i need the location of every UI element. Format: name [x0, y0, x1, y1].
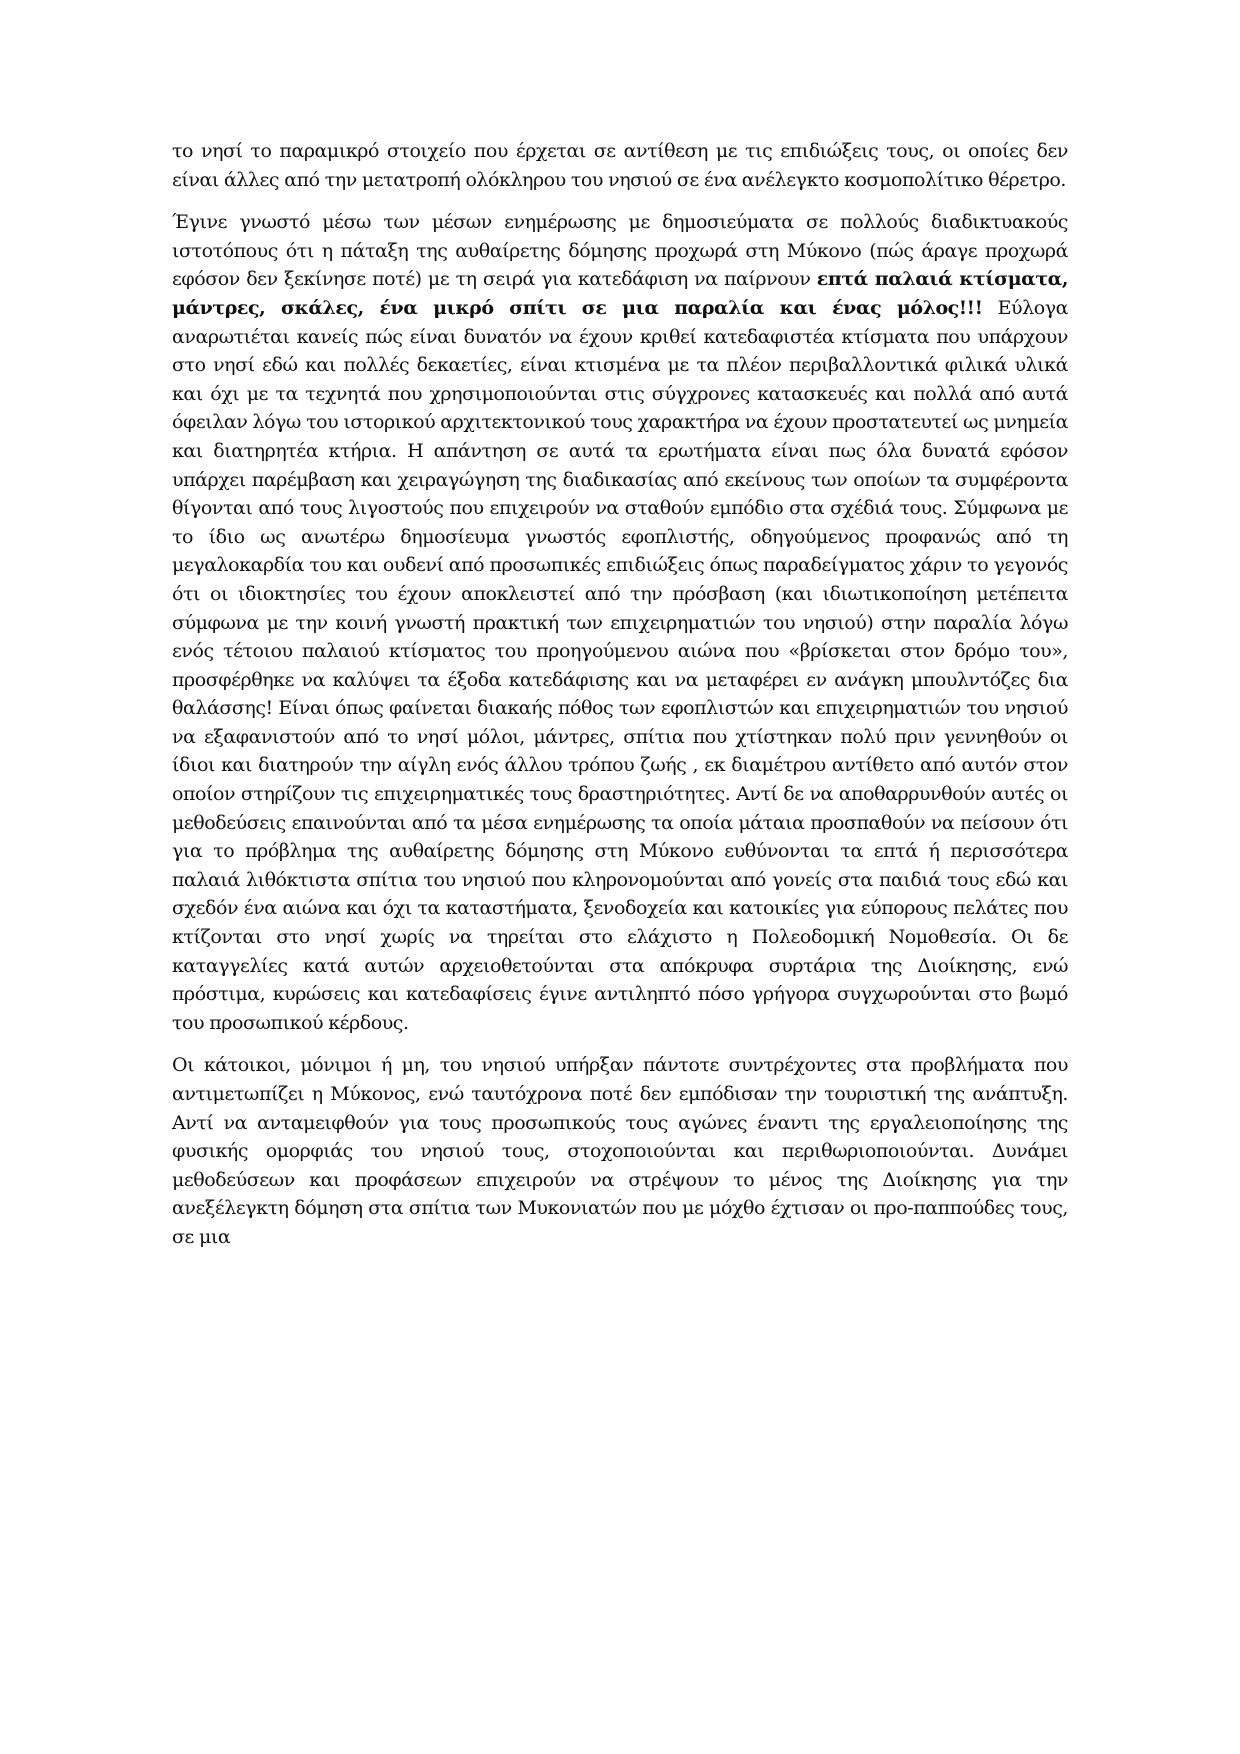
document-page	[172, 137, 1068, 1266]
paragraph-1: το νησί το παραμικρό στοιχείο που έρχεται σε αντίθεση με τις επιδιώξεις τους, οι οποίες δεν είναι άλλες από την μετατροπή ολόκληρου του νησιού σε ένα ανέλεγκτο κοσμοπολίτικο θέρετρο.	[172, 140, 1068, 191]
paragraph-2-text-start: Έγινε γνωστό μέσω των μέσων ενημέρωσης με δημοσιεύματα σε πολλούς διαδικτυακούς ιστοτόπους ότι η πάταξη της αυθαίρετης δόμησης προχωρά στη Μύκονο (πώς άραγε προχωρά εφόσον δεν ξεκίνησε ποτέ) με τη σειρά για κατεδάφιση να παίρνουν	[172, 211, 1068, 291]
paragraph-2	[172, 208, 1068, 1037]
paragraph-2-text-end: Εύλογα αναρωτιέται κανείς πώς είναι δυνατόν να έχουν κριθεί κατεδαφιστέα κτίσματα που υπάρχουν στο νησί εδώ και πολλές δεκαετίες, είναι κτισμένα με τα πλέον περιβαλλοντικά φιλικά υλικά και όχι με τα τεχνητά που χρησιμοποιούνται στις σύγχρονες κατασκευές και πολλά από αυτά όφειλαν λόγω του ιστορικού αρχιτεκτονικού τους χαρακτήρα να έχουν προστατευτεί ως μνημεία και διατηρητέα κτήρια. Η απάντηση σε αυτά τα ερωτήματα είναι πως όλα δυνατά εφόσον υπάρχει παρέμβαση και χειραγώγηση της διαδικασίας από εκείνους των οποίων τα συμφέροντα θίγονται από τους λιγοστούς που επιχειρούν να σταθούν εμπόδιο στα σχέδιά τους. Σύμφωνα με το ίδιο ως ανωτέρω δημοσίευμα γνωστός εφοπλιστής, οδηγούμενος προφανώς από τη μεγαλοκαρδία του και ουδενί από προσωπικές επιδιώξεις όπως παραδείγματος χάριν το γεγονός ότι οι ιδιοκτησίες του έχουν αποκλειστεί από την πρόσβαση (και ιδιωτικοποίηση μετέπειτα σύμφωνα με την κοινή γνωστή πρακτική των επιχειρηματιών του νησιού) στην παραλία λόγω ενός τέτοιου παλαιού κτίσματος του προηγούμενου αιώνα που «βρίσκεται στον δρόμο του», προσφέρθηκε να καλύψει τα έξοδα κατεδάφισης και να μεταφέρει εν ανάγκη μπουλντόζες δια θαλάσσης! Είναι όπως φαίνεται διακαής πόθος των εφοπλιστών και επιχειρηματιών του νησιού να εξαφανιστούν από το νησί μόλοι, μάντρες, σπίτια που χτίστηκαν πολύ πριν γεννηθούν οι ίδιοι και διατηρούν την αίγλη ενός άλλου τρόπου ζωής , εκ διαμέτρου αντίθετο από αυτόν στον οποίον στηρίζουν τις επιχειρηματικές τους δραστηριότητες. Αντί δε να αποθαρρυνθούν αυτές οι μεθοδεύσεις επαινούνται από τα μέσα ενημέρωσης τα οποία μάταια προσπαθούν να πείσουν ότι για το πρόβλημα της αυθαίρετης δόμησης στη Μύκονο ευθύνονται τα επτά ή περισσότερα παλαιά λιθόκτιστα σπίτια του νησιού που κληρονομούνται από γονείς στα παιδιά τους εδώ και σχεδόν ένα αιώνα και όχι τα καταστήματα, ξενοδοχεία και κατοικίες για εύπορους πελάτες που κτίζονται στο νησί χωρίς να τηρείται στο ελάχιστο η Πολεοδομική Νομοθεσία. Οι δε καταγγελίες κατά αυτών αρχειοθετούνται στα απόκρυφα συρτάρια της Διοίκησης, ενώ πρόστιμα, κυρώσεις και κατεδαφίσεις έγινε αντιληπτό πόσο γρήγορα συγχωρούνται στο βωμό του προσωπικού κέρδους.	[172, 296, 1068, 1034]
paragraph-2-bold-emphasis: επτά παλαιά κτίσματα, μάντρες, σκάλες, ένα μικρό σπίτι σε μια παραλία και ένας μόλος!!!	[172, 268, 1068, 319]
paragraph-3: Οι κάτοικοι, μόνιμοι ή μη, του νησιού υπήρξαν πάντοτε συντρέχοντες στα προβλήματα που αντιμετωπίζει η Μύκονος, ενώ ταυτόχρονα ποτέ δεν εμπόδισαν την τουριστική της ανάπτυξη. Αντί να ανταμειφθούν για τους προσωπικούς τους αγώνες έναντι της εργαλειοποίησης της φυσικής ομορφιάς του νησιού τους, στοχοποιούνται και περιθωριοποιούνται. Δυνάμει μεθοδεύσεων και προφάσεων επιχειρούν να στρέψουν το μένος της Διοίκησης για την ανεξέλεγκτη δόμηση στα σπίτια των Μυκονιατών που με μόχθο έχτισαν οι προ-παππούδες τους, σε μια	[172, 1054, 1068, 1248]
